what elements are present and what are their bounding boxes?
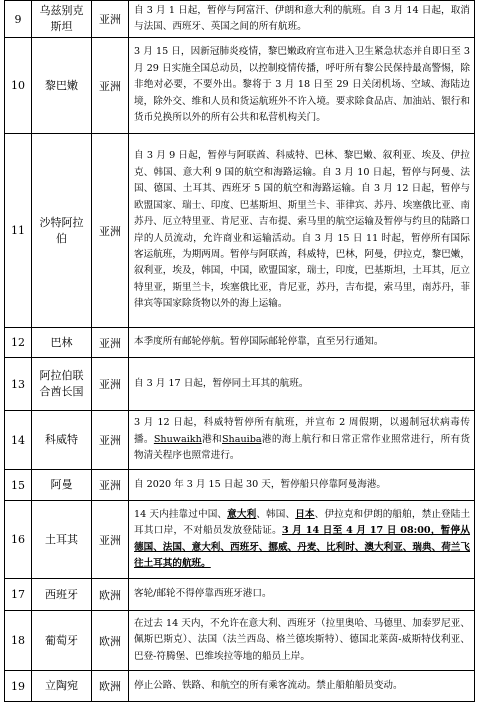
table-row (5, 134, 475, 328)
table-row (5, 38, 475, 134)
measure-text: 本季度所有邮轮停航。暂停国际邮轮停靠，直至另行通知。 (129, 328, 475, 358)
table-row (5, 1, 475, 38)
measure-text: 自 3 月 1 日起，暂停与阿富汗、伊朗和意大利的航班。自 3 月 14 日起，取消与法国、西班牙、英国之间的所有航班。 (129, 1, 475, 38)
port-name-shauiba: Shauiba (221, 433, 262, 445)
table-row (5, 501, 475, 579)
row-number: 10 (5, 38, 32, 134)
measure-text: 在过去 14 天内，不允许在意大利、西班牙（拉里奥哈、马德里、加泰罗尼亚、佩斯巴斯克）、法国（法兰西岛、格兰德埃斯特）、德国北莱茵-威斯特伐利亚、巴登-符腾堡、巴维埃拉等地的船员上岸。 (129, 611, 475, 671)
measure-text-part: 港的海上航行和日常正常作业照常进行，所有货物清关程序也照常进行。 (134, 433, 471, 462)
country-name: 科威特 (32, 411, 92, 470)
row-number: 13 (5, 358, 32, 411)
row-number: 16 (5, 501, 32, 579)
country-name: 乌兹别克斯坦 (32, 1, 92, 38)
measure-text: 客轮/邮轮不得停靠西班牙港口。 (129, 579, 475, 611)
country-name: 阿拉伯联合酋长国 (32, 358, 92, 411)
measure-text: 自 2020 年 3 月 15 日起 30 天，暂停船只停靠阿曼海港。 (129, 470, 475, 501)
region: 亚洲 (92, 501, 129, 579)
row-number: 9 (5, 1, 32, 38)
measure-text (129, 501, 475, 579)
region: 亚洲 (92, 134, 129, 328)
row-number: 18 (5, 611, 32, 671)
measure-text: 停止公路、铁路、和航空的所有乘客流动。禁止船舶船员变动。 (129, 671, 475, 702)
port-name-shuwaikh: Shuwaikh (153, 433, 202, 445)
region: 欧洲 (92, 611, 129, 671)
country-name: 西班牙 (32, 579, 92, 611)
table-row (5, 358, 475, 411)
measure-text-part: 3 月 12 日起，科威特暂停所有航班，并宣布 2 周假期，以遏制冠状病毒传播。 (134, 417, 470, 445)
region: 亚洲 (92, 1, 129, 38)
region: 亚洲 (92, 38, 129, 134)
country-name: 葡萄牙 (32, 611, 92, 671)
region: 亚洲 (92, 411, 129, 470)
region: 亚洲 (92, 470, 129, 501)
row-number: 17 (5, 579, 32, 611)
measure-text: 3 月 15 日，因新冠肺炎疫情，黎巴嫩政府宣布进入卫生紧急状态并自即日至 3 月 29 日实施全国总动员，以控制疫情传播，呼吁所有黎公民保持最高警惕，除非绝对必要，不要外出。黎将于 3 月 18 日至 29 日关闭机场、空域、海陆边境，除外交、维和人员和货运航班外不许入境。要求除食品店、加油站、银行和货币兑换所以外的所有公共和私营机构关门。 (129, 38, 475, 134)
country-name: 巴林 (32, 328, 92, 358)
region: 欧洲 (92, 579, 129, 611)
measure-text-part: 港和 (201, 433, 222, 445)
highlight-flight-suspension: 3 月 14 日至 4 月 17 日 08:00，暂停从德国、法国、意大利、西班牙、挪威、丹麦、比利时、澳大利亚、瑞典、荷兰飞往土耳其的航班。 (134, 525, 471, 569)
country-name: 沙特阿拉伯 (32, 134, 92, 328)
row-number: 15 (5, 470, 32, 501)
country-name: 阿曼 (32, 470, 92, 501)
table-row (5, 328, 475, 358)
country-name: 土耳其 (32, 501, 92, 579)
table-row (5, 671, 475, 702)
table-row (5, 611, 475, 671)
country-name: 黎巴嫩 (32, 38, 92, 134)
table-row (5, 579, 475, 611)
measure-text: 自 3 月 9 日起，暂停与阿联酋、科威特、巴林、黎巴嫩、叙利亚、埃及、伊拉克、韩国、意大利 9 国的航空和海路运输。自 3 月 10 日起，暂停与阿曼、法国、德国、土耳其、西班牙 5 国的航空和海路运输。自 3 月 12 日起，暂停与欧盟国家、瑞士、印度、巴基斯坦、斯里兰卡、菲律宾、苏丹、埃塞俄比亚、南苏丹、厄立特里亚、肯尼亚、吉布提、索马里的航空运输及暂停与约旦的陆路口岸的人员流动，允许商业和运输活动。自 3 月 15 日 11 时起，暂停所有国际客运航班，为期两周。暂停与阿联酋，科威特，巴林，阿曼，伊拉克，黎巴嫩，叙利亚，埃及，韩国，中国，欧盟国家，瑞士，印度，巴基斯坦，土耳其，厄立特里亚，斯里兰卡，埃塞俄比亚，肯尼亚，苏丹，吉布提，索马里，南苏丹，菲律宾等国家除货物以外的海上运输。 (129, 134, 475, 328)
measure-text: 自 3 月 17 日起，暂停同土耳其的航班。 (129, 358, 475, 411)
measure-text-part: 、伊拉克和伊朗的船舶，禁止登陆土耳其口岸，不对船员发放登陆证。 (134, 508, 471, 537)
row-number: 12 (5, 328, 32, 358)
country-name: 立陶宛 (32, 671, 92, 702)
region: 亚洲 (92, 328, 129, 358)
highlight-japan: 日本 (295, 508, 315, 520)
measure-text (129, 411, 475, 470)
measure-text-part: 、韩国、 (256, 508, 296, 520)
table-row (5, 470, 475, 501)
measure-text-part: 14 天内挂靠过中国、 (134, 508, 228, 520)
row-number: 19 (5, 671, 32, 702)
measures-table (4, 0, 475, 702)
highlight-italy: 意大利 (227, 508, 257, 520)
region: 亚洲 (92, 358, 129, 411)
table-row (5, 411, 475, 470)
region: 欧洲 (92, 671, 129, 702)
row-number: 14 (5, 411, 32, 470)
row-number: 11 (5, 134, 32, 328)
